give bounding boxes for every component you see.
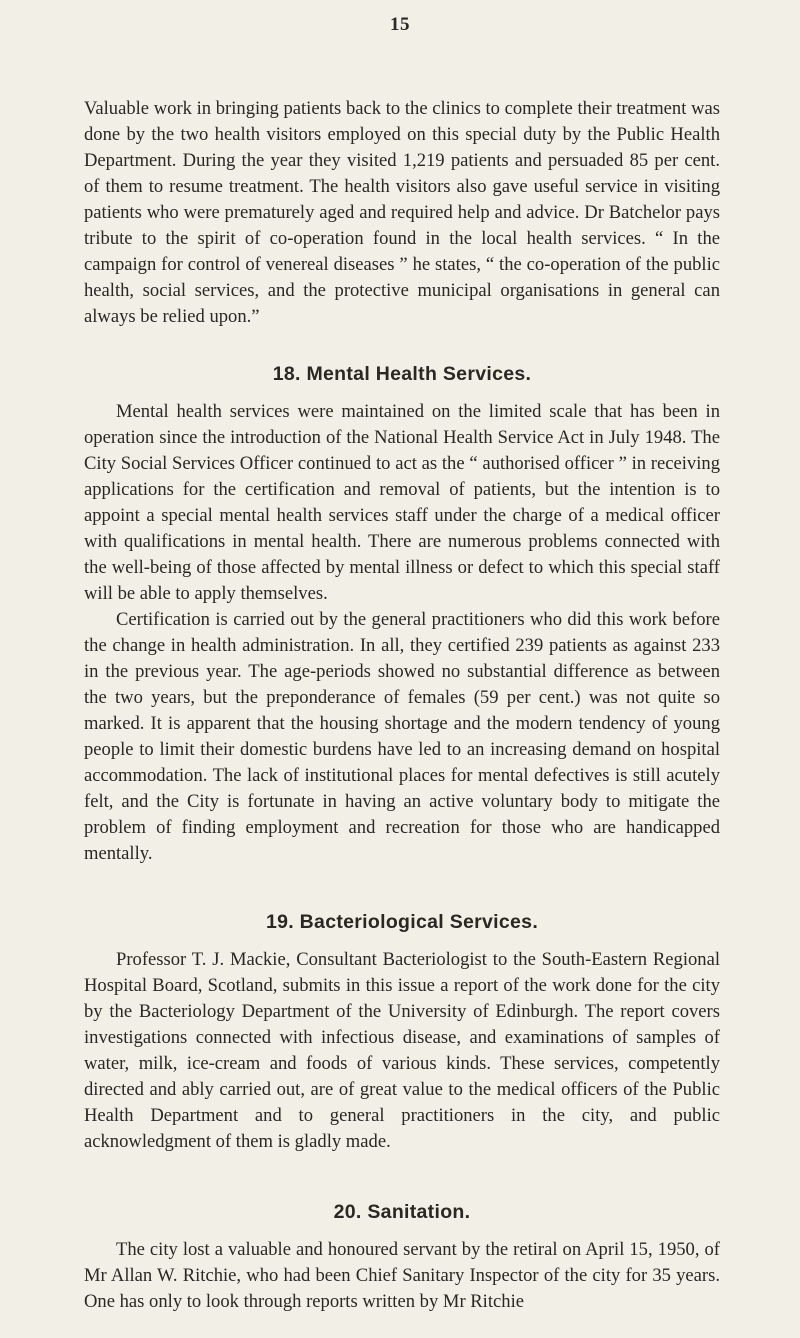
- report-body: [84, 96, 720, 1315]
- paragraph-mental-health-2: Certification is carried out by the general practitioners who did this work before the change in health administration. In all, they certified 239 patients as against 233 in the previous year. The age-periods showed no substantial difference as between the two years, but the preponderance of females (59 per cent.) was not quite so marked. It is apparent that the housing shortage and the modern tendency of young people to limit their domestic burdens have led to an increasing demand on hospital accommodation. The lack of institutional places for mental defectives is still acutely felt, and the City is fortunate in having an active voluntary body to mitigate the problem of finding employment and recreation for those who are handicapped mentally.: [84, 609, 720, 864]
- paragraph-bacteriological-1: Professor T. J. Mackie, Consultant Bacteriologist to the South-Eastern Regional Hospital Board, Scotland, submits in this issue a report of the work done for the city by the Bacteriology Department of the University of Edinburgh. The report covers investigations connected with infectious disease, and examinations of samples of water, milk, ice-cream and foods of various kinds. These services, competently directed and ably carried out, are of great value to the medical officers of the Public Health Department and to general practitioners in the city, and public acknowledgment of them is gladly made.: [84, 949, 720, 1152]
- section-heading-sanitation: 20. Sanitation.: [333, 1201, 471, 1223]
- section-heading-bacteriological: 19. Bacteriological Services.: [265, 911, 539, 933]
- paragraph-sanitation-1: The city lost a valuable and honoured servant by the retiral on April 15, 1950, of Mr Allan W. Ritchie, who had been Chief Sanitary Inspector of the city for 35 years. One has only to look through reports written by Mr Ritchie: [84, 1239, 720, 1312]
- section-heading-mental-health: 18. Mental Health Services.: [272, 363, 532, 385]
- paragraph-intro: Valuable work in bringing patients back to the clinics to complete their treatment was done by the two health visitors employed on this special duty by the Public Health Department. During the year they visited 1,219 patients and persuaded 85 per cent. of them to resume treatment. The health visitors also gave useful service in visiting patients who were prematurely aged and required help and advice. Dr Batchelor pays tribute to the spirit of co-operation found in the local health services. “ In the campaign for control of venereal diseases ” he states, “ the co-operation of the public health, social services, and the protective municipal organisations in general can always be relied upon.”: [84, 98, 720, 327]
- paragraph-mental-health-1: Mental health services were maintained on the limited scale that has been in operation since the introduction of the National Health Service Act in July 1948. The City Social Services Officer continued to act as the “ authorised officer ” in receiving applications for the certification and removal of patients, but the intention is to appoint a special mental health services staff under the charge of a medical officer with qualifications in mental health. There are numerous problems connected with the well-being of those affected by mental illness or defect to which this special staff will be able to apply themselves.: [84, 401, 720, 604]
- page-number: 15: [390, 14, 410, 35]
